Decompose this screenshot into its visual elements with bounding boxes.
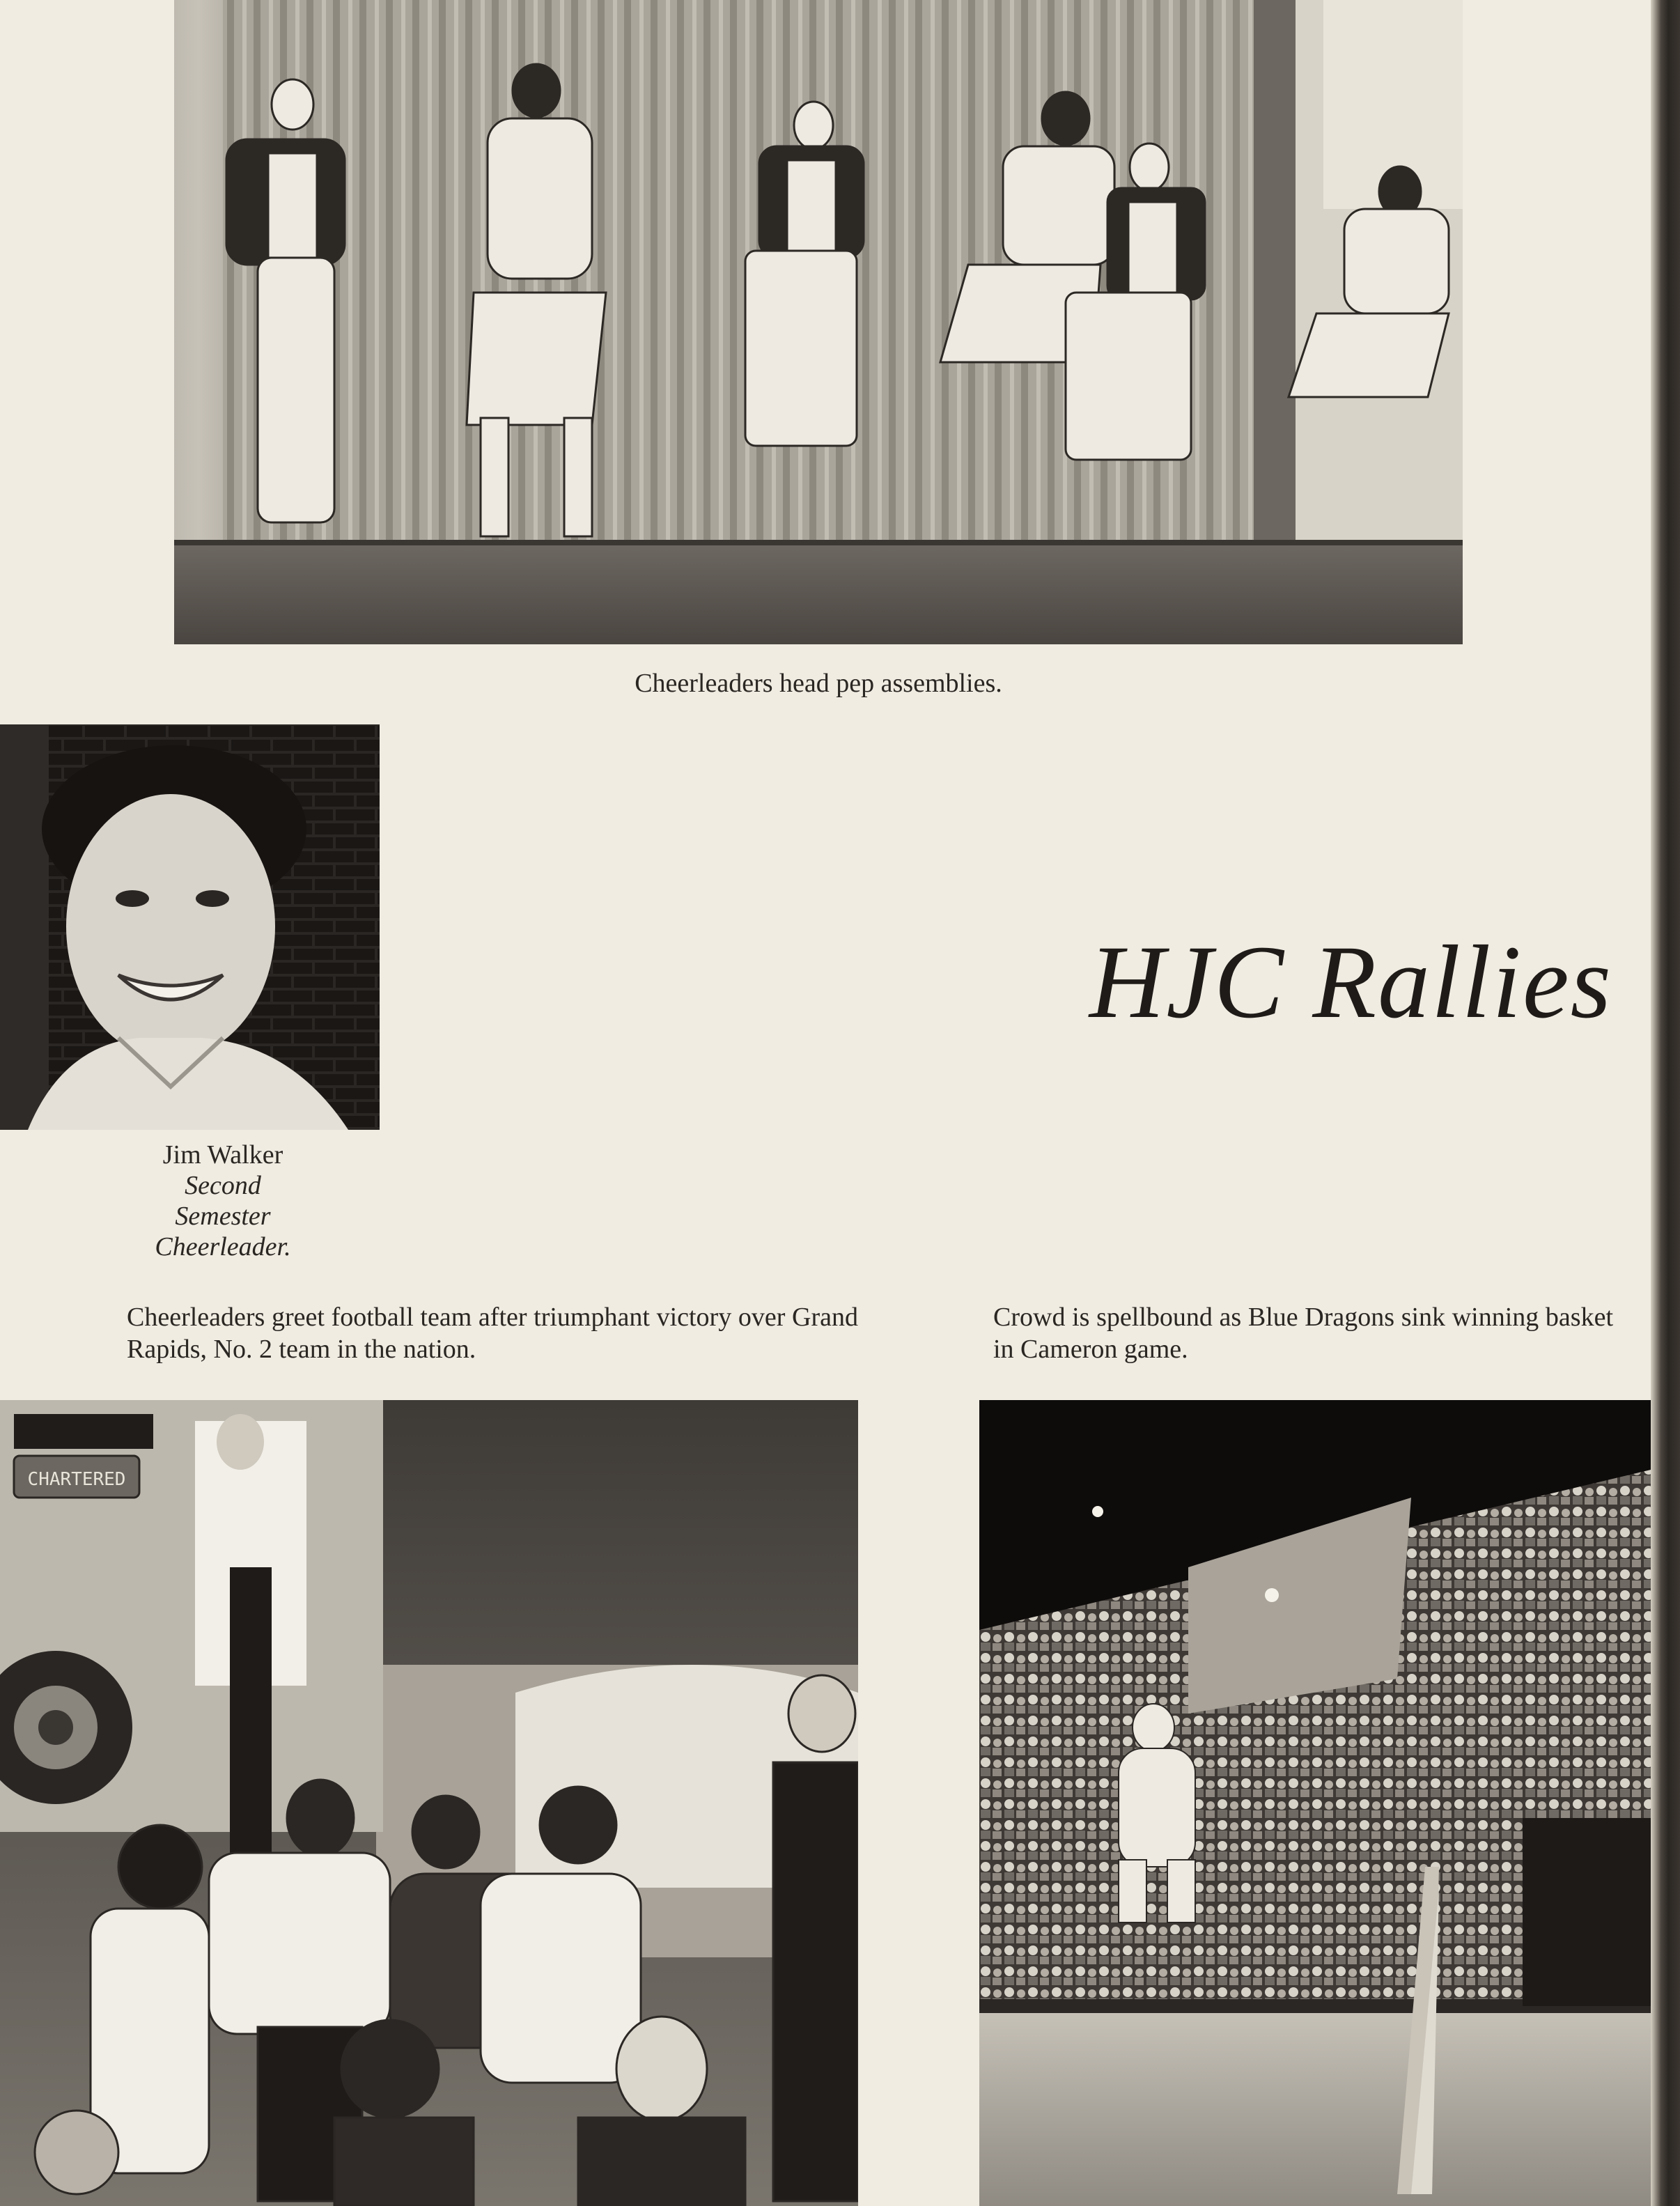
portrait-name: Jim Walker xyxy=(162,1140,283,1170)
bus-sign-text: CHARTERED xyxy=(27,1469,126,1490)
portrait-role-line-1: Second xyxy=(185,1171,261,1200)
gym-photo-caption: Crowd is spellbound as Blue Dragons sink winning basket in Cameron game. xyxy=(993,1303,1613,1364)
binding-edge xyxy=(1651,0,1680,2206)
bus-photo-caption: Cheerleaders greet football team after triumphant victory over Grand Rapids, No. 2 team in the nation. xyxy=(127,1303,858,1364)
portrait-role-line-3: Cheerleader. xyxy=(155,1232,291,1261)
cheerleaders-stage-photo xyxy=(174,0,1463,644)
basketball-crowd-photo xyxy=(979,1400,1651,2206)
page-headline: HJC Rallies xyxy=(1089,924,1612,1040)
portrait-caption xyxy=(104,1140,341,1262)
portrait-role-line-2: Semester xyxy=(175,1202,271,1231)
stage-photo-caption: Cheerleaders head pep assemblies. xyxy=(635,669,1002,698)
football-team-bus-photo xyxy=(0,1400,858,2206)
jim-walker-portrait-photo xyxy=(0,724,380,1130)
